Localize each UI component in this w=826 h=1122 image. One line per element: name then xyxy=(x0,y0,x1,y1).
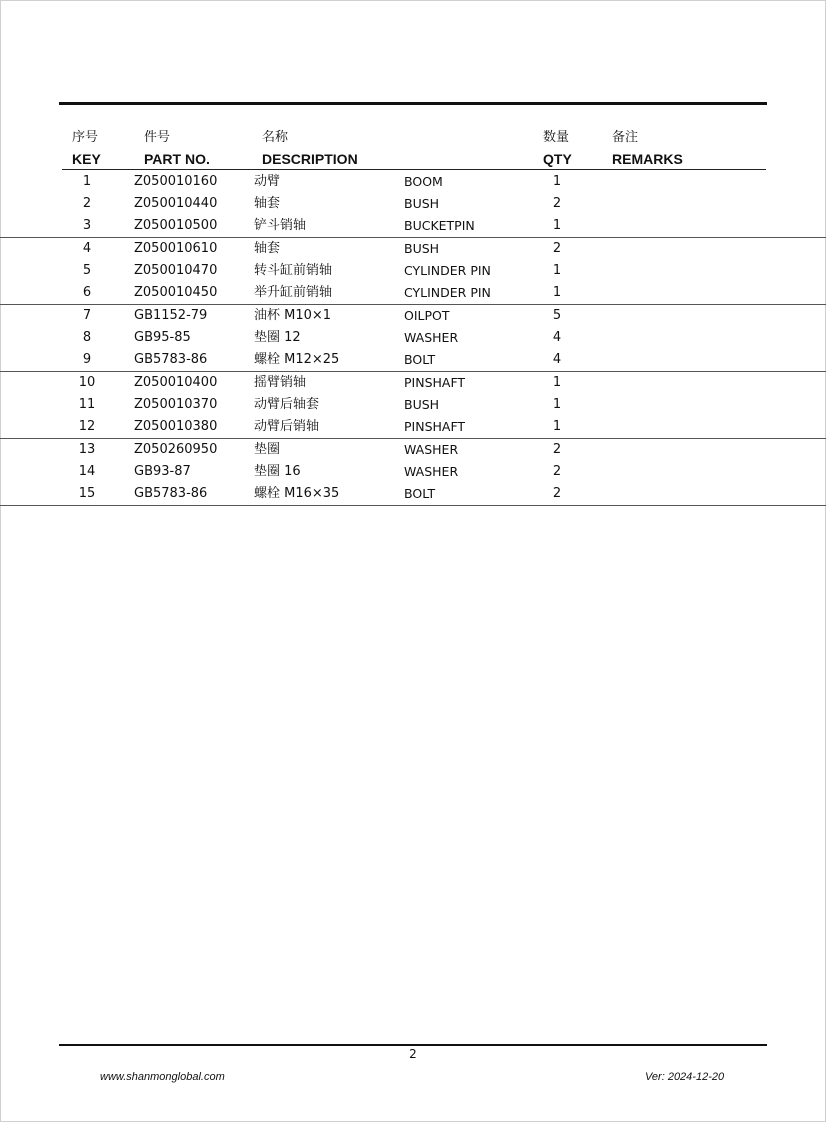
key-cell: 7 xyxy=(82,308,92,323)
description-en-cell: BUSH xyxy=(404,241,440,256)
part-number-cell: GB5783-86 xyxy=(134,352,208,367)
top-rule xyxy=(59,102,767,105)
part-number-cell: Z050010440 xyxy=(134,196,218,211)
description-cn-cell: 动臂后销轴 xyxy=(254,419,320,434)
qty-cell: 1 xyxy=(552,419,562,434)
table-row xyxy=(0,372,826,394)
header-part xyxy=(144,130,210,167)
table-row xyxy=(0,394,826,416)
description-en-cell: CYLINDER PIN xyxy=(404,263,491,278)
part-number-cell: GB5783-86 xyxy=(134,486,208,501)
header-remarks xyxy=(612,130,683,167)
part-number-cell: Z050010380 xyxy=(134,419,218,434)
key-cell: 13 xyxy=(78,442,96,457)
description-en-cell: PINSHAFT xyxy=(404,375,466,390)
qty-cell: 2 xyxy=(552,442,562,457)
qty-cell: 1 xyxy=(552,263,562,278)
description-cn-cell: 螺栓 M16×35 xyxy=(254,486,340,501)
table-row xyxy=(0,282,826,305)
header-part-cn: 件号 xyxy=(144,130,171,145)
key-cell: 9 xyxy=(82,352,92,367)
table-row xyxy=(0,327,826,349)
description-en-cell: WASHER xyxy=(404,330,459,345)
description-cn-cell: 垫圈 xyxy=(254,442,281,457)
table-row xyxy=(0,483,826,506)
parts-table xyxy=(0,171,826,506)
key-cell: 14 xyxy=(78,464,96,479)
description-en-cell: BUSH xyxy=(404,397,440,412)
header-remarks-en: REMARKS xyxy=(612,151,683,167)
page-number: 2 xyxy=(409,1047,417,1061)
part-number-cell: Z050010450 xyxy=(134,285,218,300)
description-cn-cell: 轴套 xyxy=(254,196,281,211)
description-cn-cell: 轴套 xyxy=(254,241,281,256)
part-number-cell: Z050010470 xyxy=(134,263,218,278)
part-number-cell: GB95-85 xyxy=(134,330,191,345)
qty-cell: 1 xyxy=(552,375,562,390)
key-cell: 11 xyxy=(78,397,96,412)
table-row xyxy=(0,171,826,193)
key-cell: 10 xyxy=(78,375,96,390)
table-row xyxy=(0,215,826,238)
description-cn-cell: 垫圈 12 xyxy=(254,330,301,345)
table-row xyxy=(0,439,826,461)
part-number-cell: Z050010500 xyxy=(134,218,218,233)
description-cn-cell: 螺栓 M12×25 xyxy=(254,352,340,367)
description-en-cell: WASHER xyxy=(404,442,459,457)
description-en-cell: WASHER xyxy=(404,464,459,479)
part-number-cell: Z050010400 xyxy=(134,375,218,390)
header-remarks-cn: 备注 xyxy=(612,130,639,145)
description-cn-cell: 转斗缸前销轴 xyxy=(254,263,333,278)
part-number-cell: Z050010370 xyxy=(134,397,218,412)
qty-cell: 4 xyxy=(552,352,562,367)
header-desc-en: DESCRIPTION xyxy=(262,151,358,167)
qty-cell: 1 xyxy=(552,397,562,412)
qty-cell: 2 xyxy=(552,196,562,211)
part-number-cell: Z050010610 xyxy=(134,241,218,256)
description-en-cell: CYLINDER PIN xyxy=(404,285,491,300)
key-cell: 8 xyxy=(82,330,92,345)
table-row xyxy=(0,416,826,439)
qty-cell: 2 xyxy=(552,486,562,501)
part-number-cell: Z050010160 xyxy=(134,174,218,189)
key-cell: 12 xyxy=(78,419,96,434)
key-cell: 6 xyxy=(82,285,92,300)
table-row xyxy=(0,260,826,282)
description-cn-cell: 举升缸前销轴 xyxy=(254,285,333,300)
description-en-cell: BOLT xyxy=(404,352,436,367)
header-description xyxy=(262,130,358,167)
header-key xyxy=(72,130,101,167)
part-number-cell: GB93-87 xyxy=(134,464,191,479)
part-number-cell: Z050260950 xyxy=(134,442,218,457)
description-en-cell: BUCKETPIN xyxy=(404,218,475,233)
qty-cell: 2 xyxy=(552,464,562,479)
header-part-en: PART NO. xyxy=(144,151,210,167)
header-desc-cn: 名称 xyxy=(262,130,289,145)
qty-cell: 1 xyxy=(552,218,562,233)
qty-cell: 2 xyxy=(552,241,562,256)
footer-version: Ver: 2024-12-20 xyxy=(645,1071,725,1083)
table-row xyxy=(0,305,826,327)
header-key-cn: 序号 xyxy=(72,130,99,145)
table-row xyxy=(0,349,826,372)
bottom-rule xyxy=(59,1044,767,1046)
description-cn-cell: 摇臂销轴 xyxy=(254,375,307,390)
header-qty-en: QTY xyxy=(543,151,572,167)
table-row xyxy=(0,461,826,483)
key-cell: 4 xyxy=(82,241,92,256)
description-en-cell: BUSH xyxy=(404,196,440,211)
description-cn-cell: 铲斗销轴 xyxy=(254,218,307,233)
description-en-cell: OILPOT xyxy=(404,308,450,323)
table-row xyxy=(0,193,826,215)
key-cell: 2 xyxy=(82,196,92,211)
description-en-cell: BOLT xyxy=(404,486,436,501)
header-rule xyxy=(62,169,766,170)
key-cell: 3 xyxy=(82,218,92,233)
table-row xyxy=(0,238,826,260)
qty-cell: 1 xyxy=(552,174,562,189)
footer-website: www.shanmonglobal.com xyxy=(100,1071,225,1083)
header-qty xyxy=(543,130,572,167)
description-cn-cell: 油杯 M10×1 xyxy=(254,308,332,323)
description-cn-cell: 垫圈 16 xyxy=(254,464,301,479)
part-number-cell: GB1152-79 xyxy=(134,308,208,323)
description-en-cell: BOOM xyxy=(404,174,443,189)
key-cell: 1 xyxy=(82,174,92,189)
description-cn-cell: 动臂后轴套 xyxy=(254,397,320,412)
header-key-en: KEY xyxy=(72,151,101,167)
key-cell: 15 xyxy=(78,486,96,501)
description-en-cell: PINSHAFT xyxy=(404,419,466,434)
qty-cell: 5 xyxy=(552,308,562,323)
qty-cell: 4 xyxy=(552,330,562,345)
header-qty-cn: 数量 xyxy=(543,130,570,145)
description-cn-cell: 动臂 xyxy=(254,174,281,189)
key-cell: 5 xyxy=(82,263,92,278)
qty-cell: 1 xyxy=(552,285,562,300)
